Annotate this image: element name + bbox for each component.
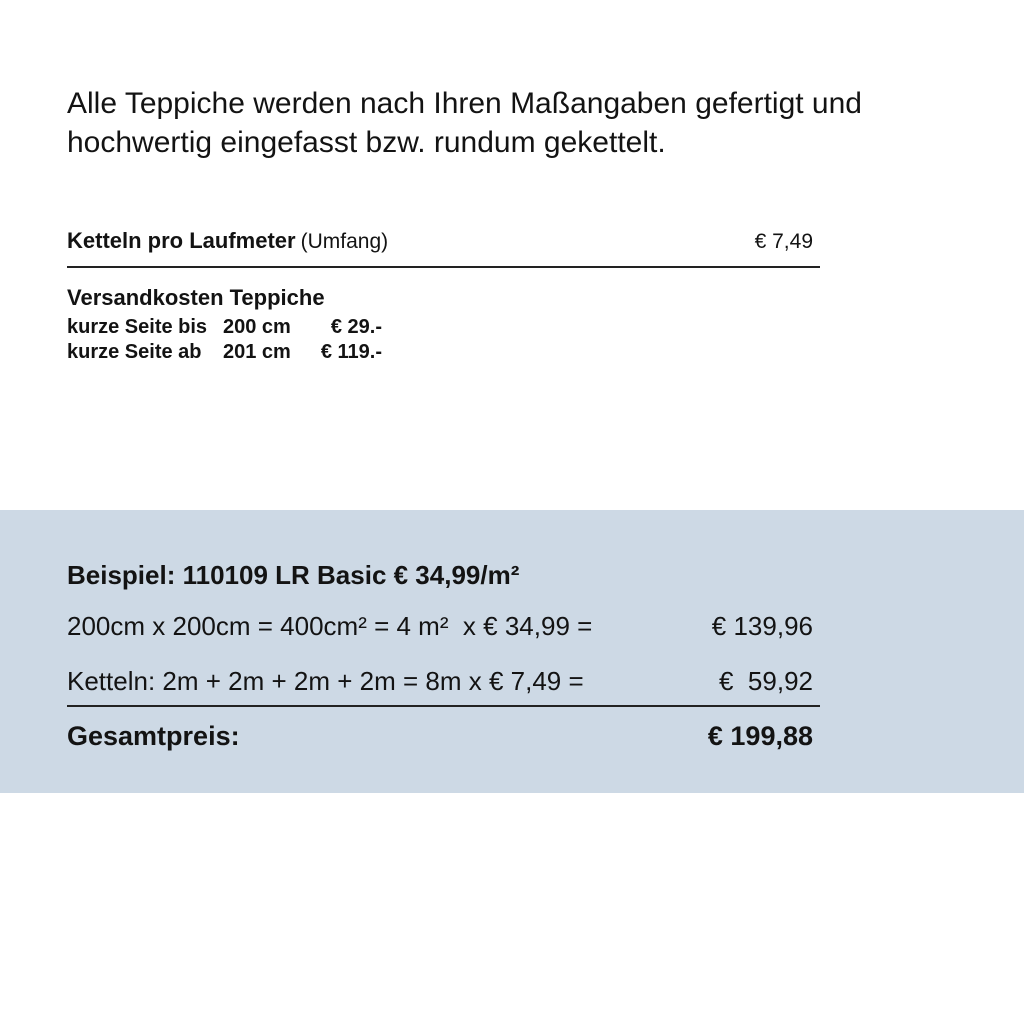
- versand-row-label: kurze Seite ab: [67, 341, 202, 363]
- versand-row-price: € 119.-: [320, 341, 382, 363]
- versandkosten-row-1: [67, 316, 382, 339]
- ketteln-label-main: Ketteln pro Laufmeter: [67, 228, 296, 253]
- calc-row-area: [67, 611, 813, 642]
- calc-amount: € 139,96: [711, 611, 813, 641]
- calc-formula: 200cm x 200cm = 400cm² = 4 m² x € 34,99 =: [67, 611, 593, 641]
- ketteln-row: [67, 228, 813, 254]
- calc-row-ketteln: [67, 666, 813, 697]
- total-label: Gesamtpreis:: [67, 721, 240, 751]
- beispiel-heading: Beispiel: 110109 LR Basic € 34,99/m²: [67, 560, 520, 590]
- ketteln-label: [67, 228, 388, 254]
- divider-line: [67, 266, 820, 268]
- versand-row-label: kurze Seite bis: [67, 316, 208, 338]
- versandkosten-row-2: [67, 341, 382, 364]
- ketteln-price: € 7,49: [754, 230, 813, 253]
- versandkosten-heading: Versandkosten Teppiche: [67, 285, 325, 310]
- versand-row-size: 200 cm: [223, 316, 291, 338]
- total-amount: € 199,88: [707, 721, 813, 751]
- calc-amount: € 59,92: [719, 666, 813, 696]
- versand-row-price: € 29.-: [330, 316, 382, 338]
- total-row: [67, 721, 813, 752]
- calc-formula: Ketteln: 2m + 2m + 2m + 2m = 8m x € 7,49 =: [67, 666, 584, 696]
- versand-row-size: 201 cm: [223, 341, 291, 363]
- ketteln-label-suffix: (Umfang): [300, 230, 389, 253]
- intro-line-2: hochwertig eingefasst bzw. rundum gekettelt.: [67, 126, 666, 159]
- total-divider-line: [67, 705, 820, 707]
- intro-text: [67, 84, 862, 162]
- intro-line-1: Alle Teppiche werden nach Ihren Maßangaben gefertigt und: [67, 87, 862, 120]
